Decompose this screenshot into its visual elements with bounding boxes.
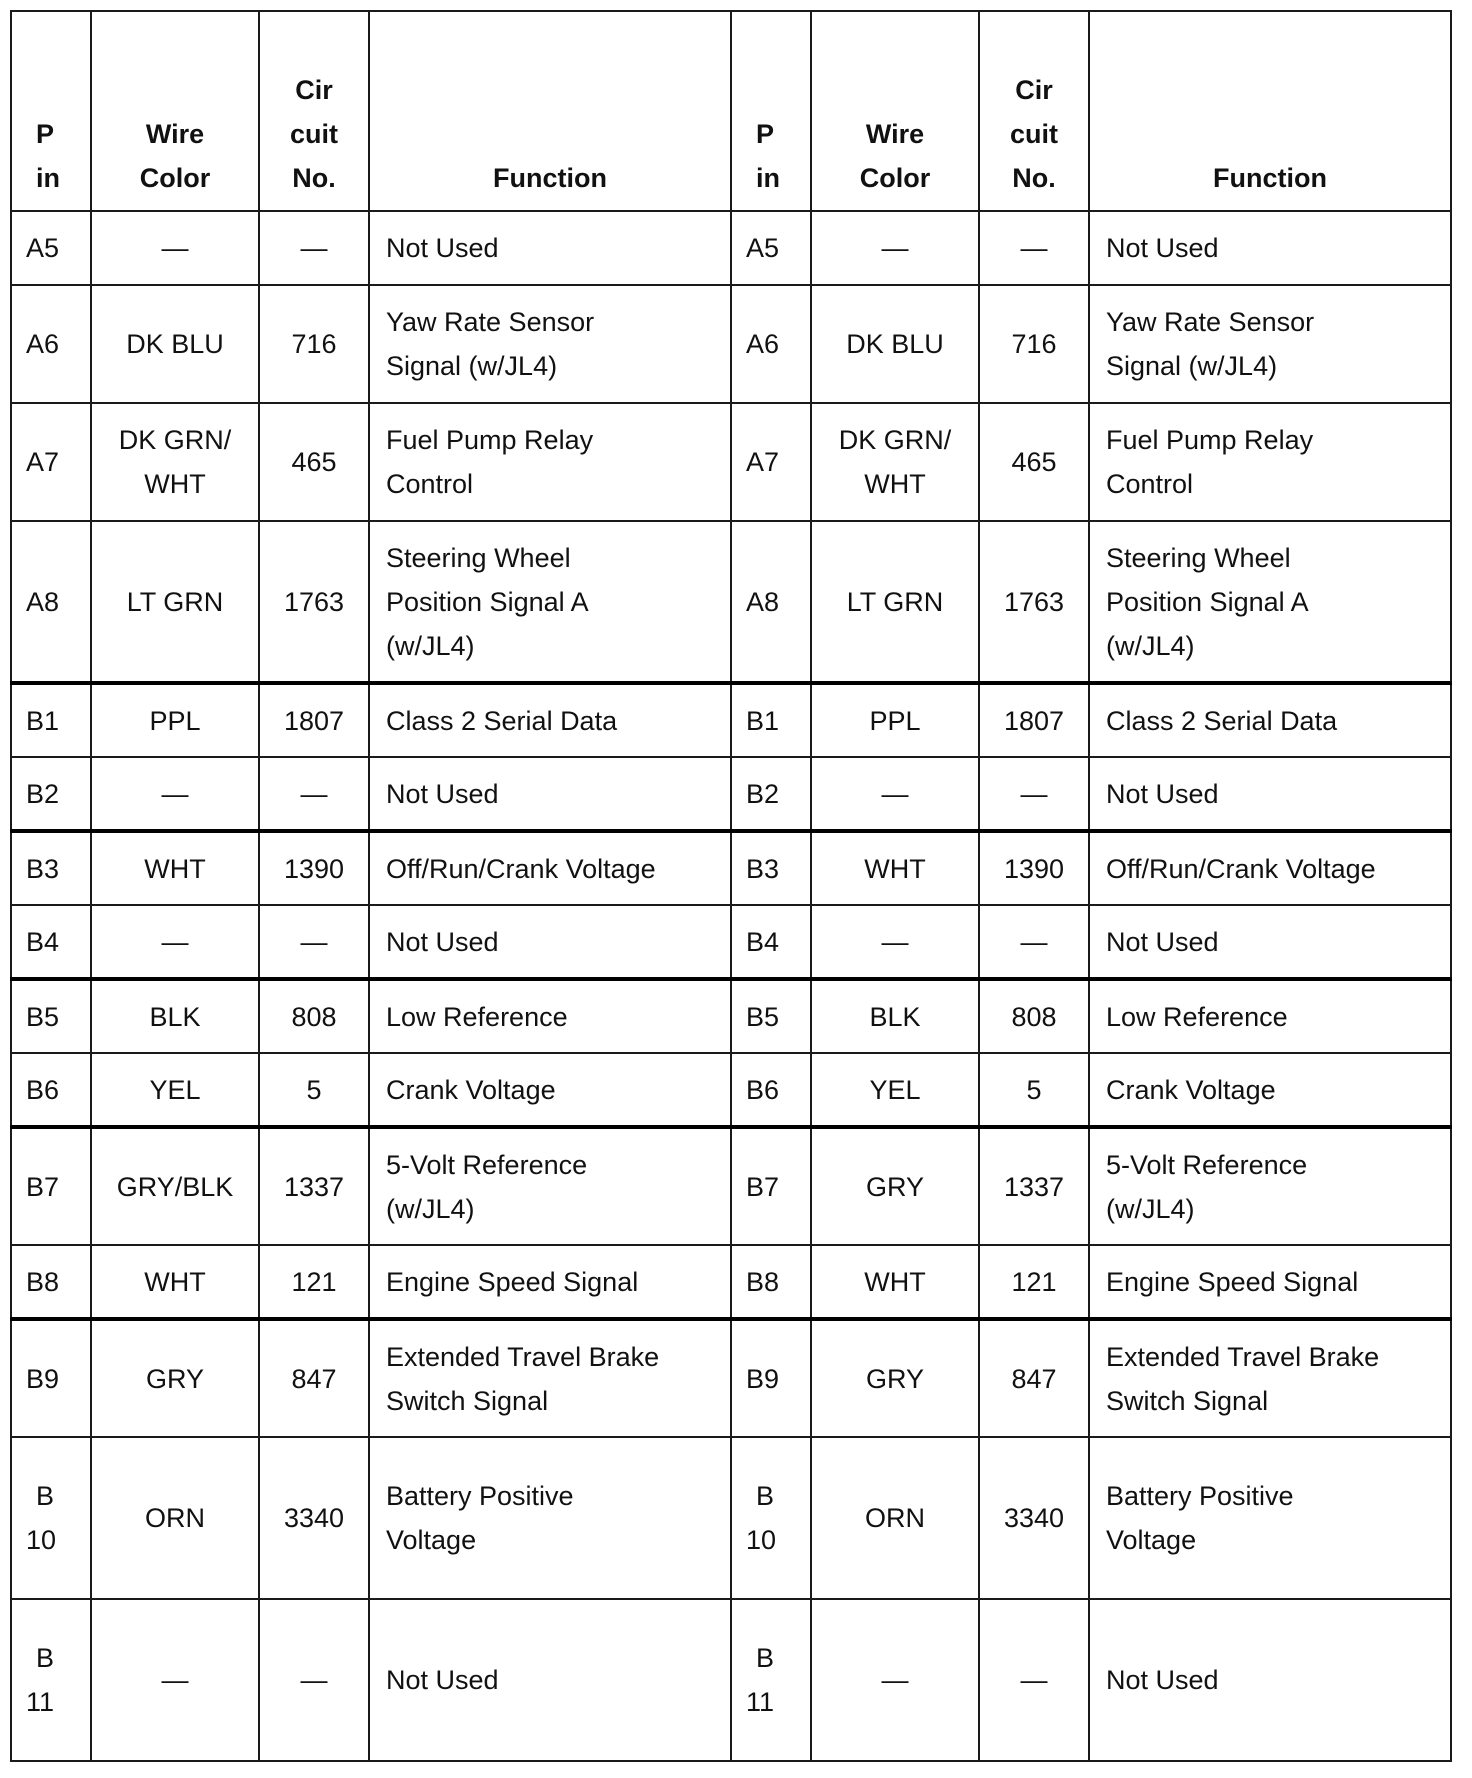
pin-cell-line: B9: [746, 1363, 780, 1394]
wire-color-cell: [811, 1127, 979, 1245]
function-cell-line: Steering Wheel: [386, 542, 571, 573]
circuit-number-cell: 808: [979, 979, 1089, 1053]
pin-cell-line: B1: [746, 705, 780, 736]
wire-color-cell-line: —: [161, 233, 189, 263]
function-cell: [369, 757, 731, 831]
wire-color-cell: [811, 211, 979, 285]
circuit-number-cell: 3340: [979, 1437, 1089, 1599]
function-cell-line: Not Used: [1106, 1665, 1219, 1695]
pinout-table-container: [10, 10, 1450, 1762]
function-cell-line: Extended Travel Brake: [1106, 1341, 1380, 1372]
function-cell: [1089, 683, 1451, 757]
header-circuit-no: [979, 11, 1089, 211]
header-circuit-no: [259, 11, 369, 211]
header-pin: [731, 11, 811, 211]
header-function: [1089, 11, 1451, 211]
pin-cell-line: B: [756, 1643, 775, 1673]
function-cell: [369, 683, 731, 757]
circuit-number-cell: —: [979, 1599, 1089, 1761]
table-row: [11, 211, 1451, 285]
table-row: [11, 1319, 1451, 1437]
function-cell: [1089, 1319, 1451, 1437]
function-cell-line: (w/JL4): [1106, 630, 1195, 661]
pin-cell-line: A5: [26, 233, 60, 263]
function-cell-line: Not Used: [1106, 926, 1219, 957]
circuit-number-cell: 1763: [259, 521, 369, 683]
wire-color-cell: [91, 285, 259, 403]
function-cell-line: 5-Volt Reference: [1106, 1149, 1308, 1180]
pin-cell: [731, 979, 811, 1053]
pin-cell-line: A8: [746, 586, 780, 617]
function-cell-line: (w/JL4): [386, 630, 475, 661]
pin-cell-line: 10: [746, 1525, 777, 1555]
pin-cell: [731, 757, 811, 831]
table-row: [11, 757, 1451, 831]
pin-cell-line: B5: [746, 1001, 780, 1032]
wire-color-cell: [91, 905, 259, 979]
pin-cell-line: B1: [26, 705, 60, 736]
wire-color-cell: [91, 1319, 259, 1437]
pin-cell: [11, 979, 91, 1053]
header-circuit-line: No.: [292, 163, 336, 193]
header-circuit-line: Cir: [295, 75, 333, 105]
wire-color-cell-line: LT GRN: [846, 586, 944, 617]
circuit-number-cell: 1763: [979, 521, 1089, 683]
pin-cell: [11, 1599, 91, 1761]
function-cell: [369, 979, 731, 1053]
header-pin-line: in: [36, 163, 60, 193]
function-cell-line: Battery Positive: [386, 1481, 574, 1511]
pin-cell: [11, 403, 91, 521]
function-cell-line: Low Reference: [386, 1001, 568, 1032]
table-row: [11, 1127, 1451, 1245]
wire-color-cell-line: WHT: [144, 469, 206, 499]
pin-cell-line: B8: [746, 1266, 780, 1297]
table-body: [11, 211, 1451, 1761]
wire-color-cell-line: BLK: [869, 1001, 921, 1032]
header-function: [369, 11, 731, 211]
pin-cell-line: B3: [746, 853, 780, 884]
circuit-number-cell: —: [979, 905, 1089, 979]
table-row: [11, 979, 1451, 1053]
pin-cell: [731, 831, 811, 905]
pin-cell: [731, 1437, 811, 1599]
function-cell: [1089, 1127, 1451, 1245]
table-row: [11, 1245, 1451, 1319]
pin-cell-line: A6: [26, 329, 60, 359]
pin-cell-line: B5: [26, 1001, 60, 1032]
function-cell-line: Yaw Rate Sensor: [1106, 307, 1315, 337]
wire-color-cell: [91, 521, 259, 683]
wire-color-cell-line: ORN: [865, 1503, 925, 1533]
function-cell: [1089, 1599, 1451, 1761]
function-cell-line: Signal (w/JL4): [1106, 351, 1278, 381]
wire-color-cell: [811, 1437, 979, 1599]
function-cell-line: Engine Speed Signal: [386, 1266, 639, 1297]
wire-color-cell-line: WHT: [864, 853, 926, 884]
function-cell: [1089, 521, 1451, 683]
wire-color-cell-line: —: [881, 778, 909, 809]
wire-color-cell-line: —: [161, 778, 189, 809]
circuit-number-cell: —: [259, 905, 369, 979]
header-pin-line: P: [36, 119, 55, 149]
wire-color-cell-line: WHT: [144, 853, 206, 884]
function-cell-line: Class 2 Serial Data: [386, 705, 618, 736]
pin-cell: [11, 757, 91, 831]
wire-color-cell-line: —: [161, 926, 189, 957]
pin-cell: [11, 831, 91, 905]
pin-cell: [11, 683, 91, 757]
wire-color-cell: [91, 979, 259, 1053]
pin-cell-line: A8: [26, 586, 60, 617]
wire-color-cell-line: DK GRN/: [118, 425, 232, 455]
circuit-number-cell: 716: [979, 285, 1089, 403]
header-pin-line: P: [756, 119, 775, 149]
circuit-number-cell: —: [259, 1599, 369, 1761]
function-cell-line: Not Used: [386, 778, 499, 809]
header-function-line: Function: [493, 163, 607, 193]
wire-color-cell-line: PPL: [149, 705, 201, 736]
function-cell-line: 5-Volt Reference: [386, 1149, 588, 1180]
function-cell-line: Not Used: [386, 926, 499, 957]
pin-cell-line: B2: [746, 778, 780, 809]
circuit-number-cell: 121: [259, 1245, 369, 1319]
function-cell: [1089, 211, 1451, 285]
function-cell-line: Position Signal A: [386, 586, 589, 617]
pin-cell-line: B3: [26, 853, 60, 884]
wire-color-cell: [811, 1319, 979, 1437]
function-cell-line: Switch Signal: [1106, 1385, 1269, 1416]
wire-color-cell: [91, 211, 259, 285]
function-cell: [369, 1127, 731, 1245]
pin-cell-line: B: [756, 1481, 775, 1511]
wire-color-cell: [91, 683, 259, 757]
pin-cell-line: B6: [26, 1074, 60, 1105]
function-cell-line: Steering Wheel: [1106, 542, 1291, 573]
pin-cell-line: 10: [26, 1525, 57, 1555]
function-cell: [1089, 905, 1451, 979]
wire-color-cell-line: GRY: [145, 1363, 205, 1394]
pin-cell: [11, 211, 91, 285]
function-cell: [369, 1437, 731, 1599]
circuit-number-cell: 1807: [259, 683, 369, 757]
function-cell-line: Low Reference: [1106, 1001, 1288, 1032]
wire-color-cell: [811, 831, 979, 905]
function-cell: [369, 285, 731, 403]
pin-cell: [11, 905, 91, 979]
wire-color-cell: [811, 683, 979, 757]
function-cell-line: Voltage: [386, 1525, 477, 1555]
circuit-number-cell: 716: [259, 285, 369, 403]
wire-color-cell: [91, 1599, 259, 1761]
function-cell: [369, 1319, 731, 1437]
wire-color-cell-line: GRY: [865, 1363, 925, 1394]
function-cell: [1089, 979, 1451, 1053]
wire-color-cell-line: WHT: [144, 1266, 206, 1297]
wire-color-cell-line: DK BLU: [126, 329, 224, 359]
pin-cell: [731, 1245, 811, 1319]
function-cell-line: Fuel Pump Relay: [1106, 425, 1314, 455]
header-circuit-line: cuit: [1009, 119, 1058, 149]
circuit-number-cell: 1390: [979, 831, 1089, 905]
wire-color-cell: [811, 1599, 979, 1761]
table-row: [11, 1053, 1451, 1127]
circuit-number-cell: 5: [259, 1053, 369, 1127]
pin-cell: [731, 683, 811, 757]
pin-cell-line: 11: [746, 1687, 775, 1717]
wire-color-cell-line: DK BLU: [846, 329, 944, 359]
pin-cell-line: A7: [746, 447, 780, 477]
header-pin: [11, 11, 91, 211]
pin-cell: [11, 521, 91, 683]
header-row: [11, 11, 1451, 211]
wire-color-cell-line: WHT: [864, 469, 926, 499]
header-function-line: Function: [1213, 163, 1327, 193]
function-cell: [1089, 1053, 1451, 1127]
pin-cell-line: B7: [746, 1171, 780, 1202]
function-cell: [369, 1245, 731, 1319]
table-row: [11, 905, 1451, 979]
header-circuit-line: cuit: [289, 119, 338, 149]
wire-color-cell: [811, 1053, 979, 1127]
wire-color-cell-line: YEL: [149, 1074, 201, 1105]
circuit-number-cell: 121: [979, 1245, 1089, 1319]
function-cell-line: Position Signal A: [1106, 586, 1309, 617]
table-row: [11, 1599, 1451, 1761]
table-row: [11, 403, 1451, 521]
pin-cell-line: 11: [26, 1687, 55, 1717]
header-wire-line: Color: [859, 163, 931, 193]
table-row: [11, 831, 1451, 905]
pin-cell: [11, 1245, 91, 1319]
circuit-number-cell: —: [259, 757, 369, 831]
wire-color-cell: [811, 905, 979, 979]
wire-color-cell: [91, 1053, 259, 1127]
wire-color-cell-line: GRY/BLK: [116, 1171, 234, 1202]
circuit-number-cell: —: [979, 211, 1089, 285]
function-cell-line: Crank Voltage: [1106, 1074, 1276, 1105]
table-row: [11, 683, 1451, 757]
function-cell-line: Voltage: [1106, 1525, 1197, 1555]
pin-cell: [11, 1437, 91, 1599]
wire-color-cell: [811, 403, 979, 521]
circuit-number-cell: 1390: [259, 831, 369, 905]
function-cell: [1089, 285, 1451, 403]
header-wire-line: Wire: [145, 119, 205, 149]
function-cell-line: Battery Positive: [1106, 1481, 1294, 1511]
pin-cell-line: A7: [26, 447, 60, 477]
header-circuit-line: No.: [1012, 163, 1056, 193]
function-cell-line: Control: [386, 469, 474, 499]
function-cell-line: (w/JL4): [386, 1193, 475, 1224]
function-cell-line: Not Used: [1106, 778, 1219, 809]
function-cell-line: (w/JL4): [1106, 1193, 1195, 1224]
function-cell-line: Crank Voltage: [386, 1074, 556, 1105]
table-row: [11, 1437, 1451, 1599]
function-cell: [1089, 1245, 1451, 1319]
wire-color-cell-line: DK GRN/: [838, 425, 952, 455]
header-wire-line: Color: [139, 163, 211, 193]
function-cell: [369, 403, 731, 521]
wire-color-cell-line: BLK: [149, 1001, 201, 1032]
pin-cell-line: B9: [26, 1363, 60, 1394]
wire-color-cell: [811, 757, 979, 831]
wire-color-cell: [91, 1245, 259, 1319]
wire-color-cell-line: —: [881, 233, 909, 263]
function-cell-line: Extended Travel Brake: [386, 1341, 660, 1372]
circuit-number-cell: 847: [259, 1319, 369, 1437]
function-cell-line: Control: [1106, 469, 1194, 499]
wire-color-cell: [811, 979, 979, 1053]
function-cell: [369, 211, 731, 285]
pin-cell-line: B4: [26, 926, 60, 957]
header-wire-color: [811, 11, 979, 211]
wire-color-cell-line: —: [881, 1665, 909, 1695]
circuit-number-cell: 1337: [259, 1127, 369, 1245]
wire-color-cell: [811, 521, 979, 683]
function-cell-line: Switch Signal: [386, 1385, 549, 1416]
wire-color-cell: [811, 285, 979, 403]
circuit-number-cell: 847: [979, 1319, 1089, 1437]
function-cell: [369, 831, 731, 905]
circuit-number-cell: 465: [979, 403, 1089, 521]
function-cell-line: Signal (w/JL4): [386, 351, 558, 381]
circuit-number-cell: 808: [259, 979, 369, 1053]
pin-cell-line: B: [36, 1643, 55, 1673]
table-row: [11, 285, 1451, 403]
function-cell: [369, 1053, 731, 1127]
header-wire-line: Wire: [865, 119, 925, 149]
table-row: [11, 521, 1451, 683]
wire-color-cell-line: PPL: [869, 705, 921, 736]
circuit-number-cell: 465: [259, 403, 369, 521]
wire-color-cell: [91, 831, 259, 905]
header-circuit-line: Cir: [1015, 75, 1053, 105]
pin-cell-line: B: [36, 1481, 55, 1511]
function-cell-line: Not Used: [386, 1665, 499, 1695]
wire-color-cell: [91, 403, 259, 521]
pin-cell: [731, 285, 811, 403]
wire-color-cell: [91, 1127, 259, 1245]
wire-color-cell: [91, 757, 259, 831]
pin-cell: [731, 403, 811, 521]
function-cell-line: Yaw Rate Sensor: [386, 307, 595, 337]
pin-cell: [11, 285, 91, 403]
header-pin-line: in: [756, 163, 780, 193]
pin-cell-line: B4: [746, 926, 780, 957]
pin-cell: [731, 1127, 811, 1245]
function-cell-line: Not Used: [386, 233, 499, 263]
function-cell-line: Off/Run/Crank Voltage: [386, 853, 656, 884]
pin-cell-line: B2: [26, 778, 60, 809]
wire-color-cell-line: WHT: [864, 1266, 926, 1297]
wire-color-cell-line: LT GRN: [126, 586, 224, 617]
header-wire-color: [91, 11, 259, 211]
pin-cell: [11, 1319, 91, 1437]
pin-cell: [731, 1319, 811, 1437]
circuit-number-cell: —: [979, 757, 1089, 831]
pin-cell: [731, 1599, 811, 1761]
function-cell-line: Not Used: [1106, 233, 1219, 263]
circuit-number-cell: 1337: [979, 1127, 1089, 1245]
wire-color-cell-line: GRY: [865, 1171, 925, 1202]
wire-color-cell-line: ORN: [145, 1503, 205, 1533]
circuit-number-cell: —: [259, 211, 369, 285]
circuit-number-cell: 5: [979, 1053, 1089, 1127]
circuit-number-cell: 1807: [979, 683, 1089, 757]
pin-cell-line: A6: [746, 329, 780, 359]
function-cell: [369, 521, 731, 683]
function-cell: [369, 905, 731, 979]
wire-color-cell-line: —: [161, 1665, 189, 1695]
function-cell-line: Off/Run/Crank Voltage: [1106, 853, 1376, 884]
wire-color-cell: [811, 1245, 979, 1319]
wire-color-cell-line: YEL: [869, 1074, 921, 1105]
function-cell: [1089, 757, 1451, 831]
function-cell-line: Engine Speed Signal: [1106, 1266, 1359, 1297]
pin-cell: [731, 1053, 811, 1127]
wire-color-cell: [91, 1437, 259, 1599]
pin-cell: [11, 1127, 91, 1245]
pin-cell: [731, 905, 811, 979]
function-cell-line: Class 2 Serial Data: [1106, 705, 1338, 736]
pin-cell-line: B6: [746, 1074, 780, 1105]
circuit-number-cell: 3340: [259, 1437, 369, 1599]
connector-pinout-table: [10, 10, 1452, 1762]
function-cell: [1089, 831, 1451, 905]
pin-cell: [11, 1053, 91, 1127]
pin-cell-line: B7: [26, 1171, 60, 1202]
pin-cell-line: A5: [746, 233, 780, 263]
pin-cell: [731, 211, 811, 285]
function-cell: [1089, 1437, 1451, 1599]
pin-cell-line: B8: [26, 1266, 60, 1297]
function-cell-line: Fuel Pump Relay: [386, 425, 594, 455]
pin-cell: [731, 521, 811, 683]
function-cell: [369, 1599, 731, 1761]
function-cell: [1089, 403, 1451, 521]
wire-color-cell-line: —: [881, 926, 909, 957]
